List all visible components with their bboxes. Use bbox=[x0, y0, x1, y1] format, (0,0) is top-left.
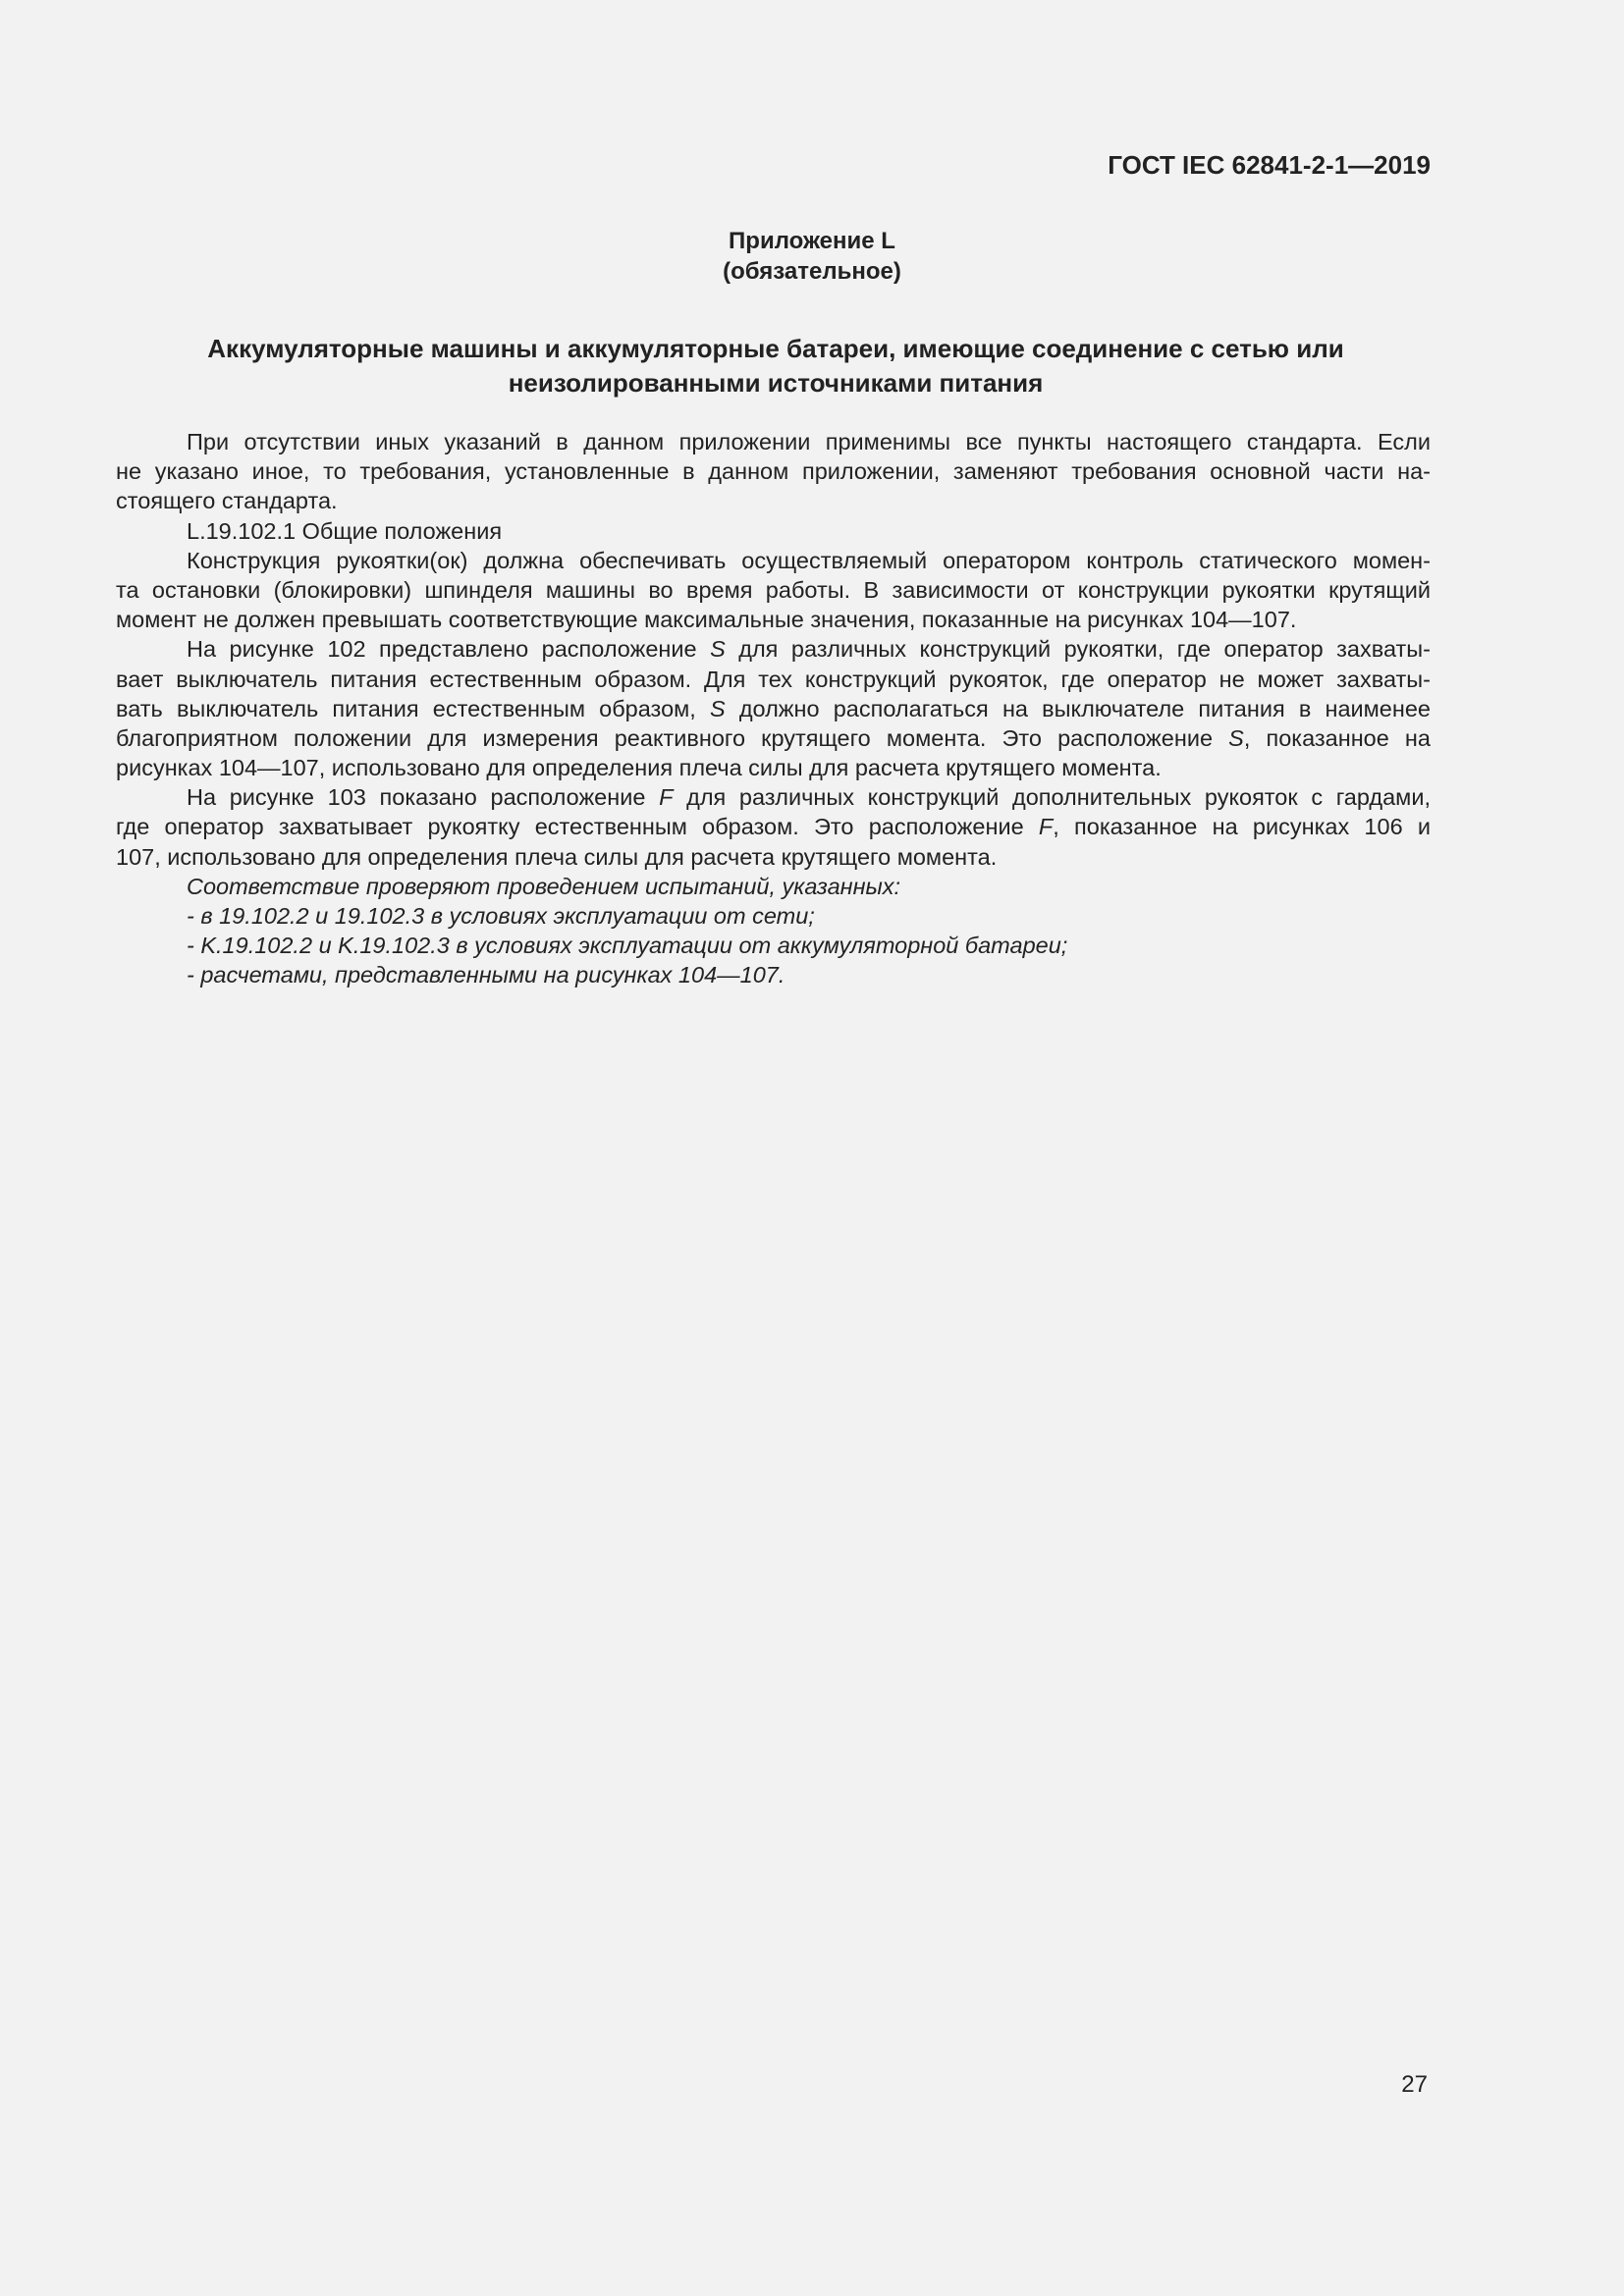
paragraph-line bbox=[116, 812, 1431, 841]
text-run: благоприятном положении для измерения реактивного крутящего момента. Это расположение bbox=[116, 724, 1229, 751]
text-run: должно располагаться на выключателе питания в наименее bbox=[725, 695, 1431, 721]
paragraph-line bbox=[116, 634, 1431, 664]
symbol-f: F bbox=[1038, 814, 1054, 840]
symbol-s: S bbox=[1228, 724, 1244, 751]
symbol-s: S bbox=[710, 636, 726, 663]
annex-status: (обязательное) bbox=[723, 258, 901, 285]
text-run: где оператор захватывает рукоятку естественным образом. Это расположение bbox=[116, 814, 1039, 840]
paragraph-line: та остановки (блокировки) шпинделя машины во время работы. В зависимости от конструкции рукоятки крутящий bbox=[116, 576, 1431, 603]
clause-heading: L.19.102.1 Общие положения bbox=[187, 517, 503, 544]
text-run: , показанное на bbox=[1243, 724, 1431, 751]
compliance-list-item: - расчетами, представленными на рисунках 104—107. bbox=[187, 962, 785, 988]
paragraph-line bbox=[116, 694, 1431, 723]
page-number: 27 bbox=[1401, 2071, 1428, 2098]
paragraph-line bbox=[116, 723, 1431, 753]
text-run: На рисунке 103 показано расположение bbox=[187, 784, 660, 811]
text-run: вать выключатель питания естественным образом, bbox=[116, 695, 710, 721]
paragraph-line: Конструкция рукоятки(ок) должна обеспечивать осуществляемый оператором контроль статического момен- bbox=[187, 547, 1431, 573]
text-run: для различных конструкций рукоятки, где оператор захваты- bbox=[725, 636, 1431, 663]
body-text bbox=[116, 427, 1431, 990]
compliance-list-item: - K.19.102.2 и K.19.102.3 в условиях эксплуатации от аккумуляторной батареи; bbox=[187, 933, 1068, 959]
paragraph-line bbox=[116, 782, 1431, 812]
paragraph-line: момент не должен превышать соответствующие максимальные значения, показанные на рисунках 104—107. bbox=[116, 607, 1297, 633]
annex-label: Приложение L bbox=[729, 228, 895, 254]
compliance-list-item: - в 19.102.2 и 19.102.3 в условиях эксплуатации от сети; bbox=[187, 903, 815, 929]
annex-title-line-1: Аккумуляторные машины и аккумуляторные батареи, имеющие соединение с сетью или bbox=[207, 334, 1344, 363]
paragraph-line: стоящего стандарта. bbox=[116, 488, 338, 514]
symbol-s: S bbox=[709, 695, 726, 721]
text-run: для различных конструкций дополнительных рукояток с гардами, bbox=[673, 784, 1431, 811]
compliance-statement: Соответствие проверяют проведением испытаний, указанных: bbox=[187, 873, 901, 899]
text-run: , показанное на рисунках 106 и bbox=[1053, 814, 1432, 840]
paragraph-line: рисунках 104—107, использовано для определения плеча силы для расчета крутящего момента. bbox=[116, 755, 1162, 781]
paragraph-line: не указано иное, то требования, установленные в данном приложении, заменяют требования основной части на- bbox=[116, 458, 1431, 485]
document-code: ГОСТ IEC 62841-2-1—2019 bbox=[1108, 150, 1431, 180]
paragraph-line: вает выключатель питания естественным образом. Для тех конструкций рукояток, где оператор не может захваты- bbox=[116, 666, 1431, 692]
annex-title bbox=[137, 332, 1414, 400]
paragraph-line: 107, использовано для определения плеча силы для расчета крутящего момента. bbox=[116, 843, 998, 870]
annex-title-line-2: неизолированными источниками питания bbox=[508, 368, 1044, 398]
symbol-f: F bbox=[659, 784, 674, 811]
paragraph-line: При отсутствии иных указаний в данном приложении применимы все пункты настоящего стандарта. Если bbox=[187, 429, 1431, 454]
annex-heading bbox=[0, 226, 1624, 287]
text-run: На рисунке 102 представлено расположение bbox=[187, 636, 711, 663]
